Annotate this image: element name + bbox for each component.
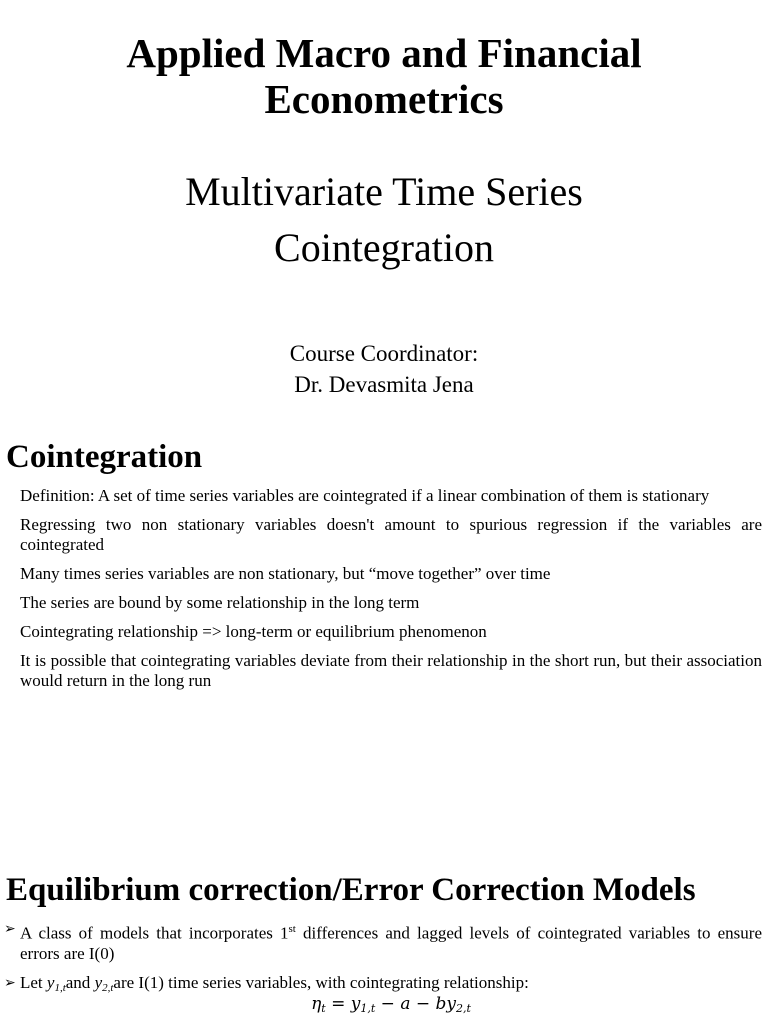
subtitle: [0, 164, 768, 276]
list-item: [4, 651, 762, 691]
coordinator-label: Course Coordinator:: [289, 341, 479, 366]
ecm-item1-sup: st: [288, 923, 296, 935]
ecm-item2-and: and: [65, 972, 95, 992]
var-y1: y: [46, 972, 55, 992]
list-item-text: Regressing two non stationary variables doesn't amount to spurious regression if the variables are cointegrated: [20, 515, 762, 554]
cointegrating-equation: [20, 994, 762, 1019]
ecm-item2-after: are I(1) time series variables, with cointegrating relationship:: [113, 972, 529, 992]
subtitle-line2: Cointegration: [274, 225, 494, 270]
main-title: [0, 30, 768, 122]
var-y1-sub: 1,t: [54, 981, 66, 994]
list-item-text: It is possible that cointegrating variables deviate from their relationship in the short run, but their association would return in the long run: [20, 651, 762, 690]
var-y2-sub: 2,t: [102, 981, 114, 994]
list-item: [4, 973, 762, 1019]
cointegration-heading: Cointegration: [6, 439, 203, 475]
ecm-list: [4, 919, 762, 1028]
list-item: [4, 486, 762, 506]
list-item: [4, 622, 762, 642]
cointegration-list: [4, 486, 762, 700]
arrow-bullet-icon: ➢: [4, 974, 16, 991]
list-item: [4, 919, 762, 964]
eq-eta-sub: t: [321, 1001, 326, 1015]
list-item: [4, 593, 762, 613]
ecm-item2-let: Let: [20, 972, 47, 992]
eq-y2-sub: 2,t: [456, 1001, 471, 1015]
list-item-text: Many times series variables are non stationary, but “move together” over time: [20, 564, 551, 583]
eq-mid: = y: [325, 993, 361, 1014]
main-title-line1: Applied Macro and Financial: [126, 30, 642, 76]
ecm-item1-before: A class of models that incorporates 1: [20, 923, 289, 943]
arrow-bullet-icon: ➢: [4, 921, 16, 937]
main-title-line2: Econometrics: [264, 76, 504, 122]
ecm-item1-after: differences and lagged levels of cointegrated variables to ensure errors are I(0): [20, 923, 762, 963]
list-item: [4, 515, 762, 555]
eq-y1-sub: 1,t: [360, 1001, 376, 1015]
coordinator-name: Dr. Devasmita Jena: [294, 372, 474, 397]
var-y2: y: [94, 972, 103, 992]
eq-rest: − a − by: [375, 993, 456, 1014]
list-item-text: Definition: A set of time series variables are cointegrated if a linear combination of them is stationary: [20, 486, 710, 505]
ecm-heading: Equilibrium correction/Error Correction Models: [6, 872, 696, 908]
list-item-text: The series are bound by some relationship in the long term: [20, 593, 420, 612]
list-item: [4, 564, 762, 584]
subtitle-line1: Multivariate Time Series: [185, 169, 583, 214]
list-item-text: Cointegrating relationship => long-term or equilibrium phenomenon: [20, 622, 487, 641]
course-coordinator: [0, 338, 768, 400]
eq-eta: η: [311, 993, 322, 1014]
